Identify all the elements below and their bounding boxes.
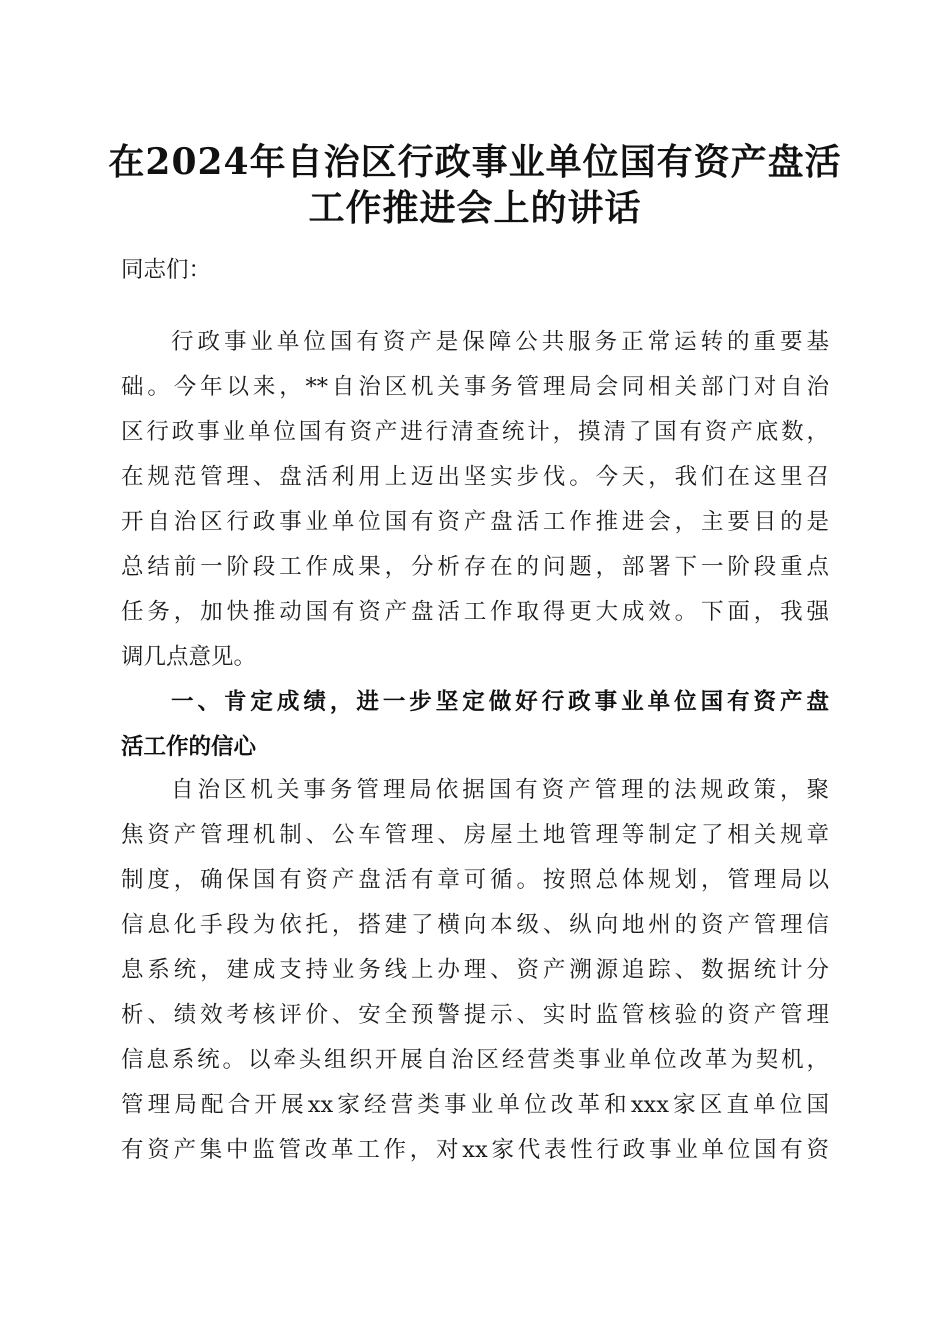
paragraph-1-line: 调几点意见。 (121, 644, 257, 670)
paragraph-2-line: 焦资产管理机制、公车管理、房屋土地管理等制定了相关规章 (121, 822, 829, 848)
document-title-line-1: 在2024年自治区行政事业单位国有资产盘活 (108, 141, 842, 183)
paragraph-1-line: 在规范管理、盘活利用上迈出坚实步伐。今天，我们在这里召 (121, 464, 829, 490)
paragraph-2-line: 自治区机关事务管理局依据国有资产管理的法规政策，聚 (171, 777, 829, 803)
section-1-heading-line: 一、肯定成绩，进一步坚定做好行政事业单位国有资产盘 (171, 689, 829, 715)
salutation: 同志们： (121, 257, 212, 283)
paragraph-1-line: 总结前一阶段工作成果，分析存在的问题，部署下一阶段重点 (121, 554, 829, 580)
paragraph-2-line: 制度，确保国有资产盘活有章可循。按照总体规划，管理局以 (121, 867, 829, 893)
document-title-line-2: 工作推进会上的讲话 (308, 187, 642, 229)
paragraph-1-line: 任务，加快推动国有资产盘活工作取得更大成效。下面，我强 (121, 599, 829, 625)
paragraph-2-line: 信息化手段为依托，搭建了横向本级、纵向地州的资产管理信 (121, 912, 829, 938)
paragraph-2-line: 有资产集中监管改革工作，对xx家代表性行政事业单位国有资 (121, 1137, 829, 1163)
paragraph-1-line: 区行政事业单位国有资产进行清查统计，摸清了国有资产底数， (121, 419, 829, 445)
paragraph-1-line: 行政事业单位国有资产是保障公共服务正常运转的重要基 (171, 329, 829, 355)
paragraph-2-line: 信息系统。以牵头组织开展自治区经营类事业单位改革为契机， (121, 1047, 829, 1073)
paragraph-1-line: 础。今年以来，**自治区机关事务管理局会同相关部门对自治 (121, 374, 829, 400)
paragraph-2-line: 管理局配合开展xx家经营类事业单位改革和xxx家区直单位国 (121, 1092, 829, 1118)
paragraph-2-line: 息系统，建成支持业务线上办理、资产溯源追踪、数据统计分 (121, 957, 829, 983)
paragraph-2-line: 析、绩效考核评价、安全预警提示、实时监管核验的资产管理 (121, 1002, 829, 1028)
paragraph-1-line: 开自治区行政事业单位国有资产盘活工作推进会，主要目的是 (121, 509, 829, 535)
section-1-heading-line: 活工作的信心 (121, 734, 257, 760)
